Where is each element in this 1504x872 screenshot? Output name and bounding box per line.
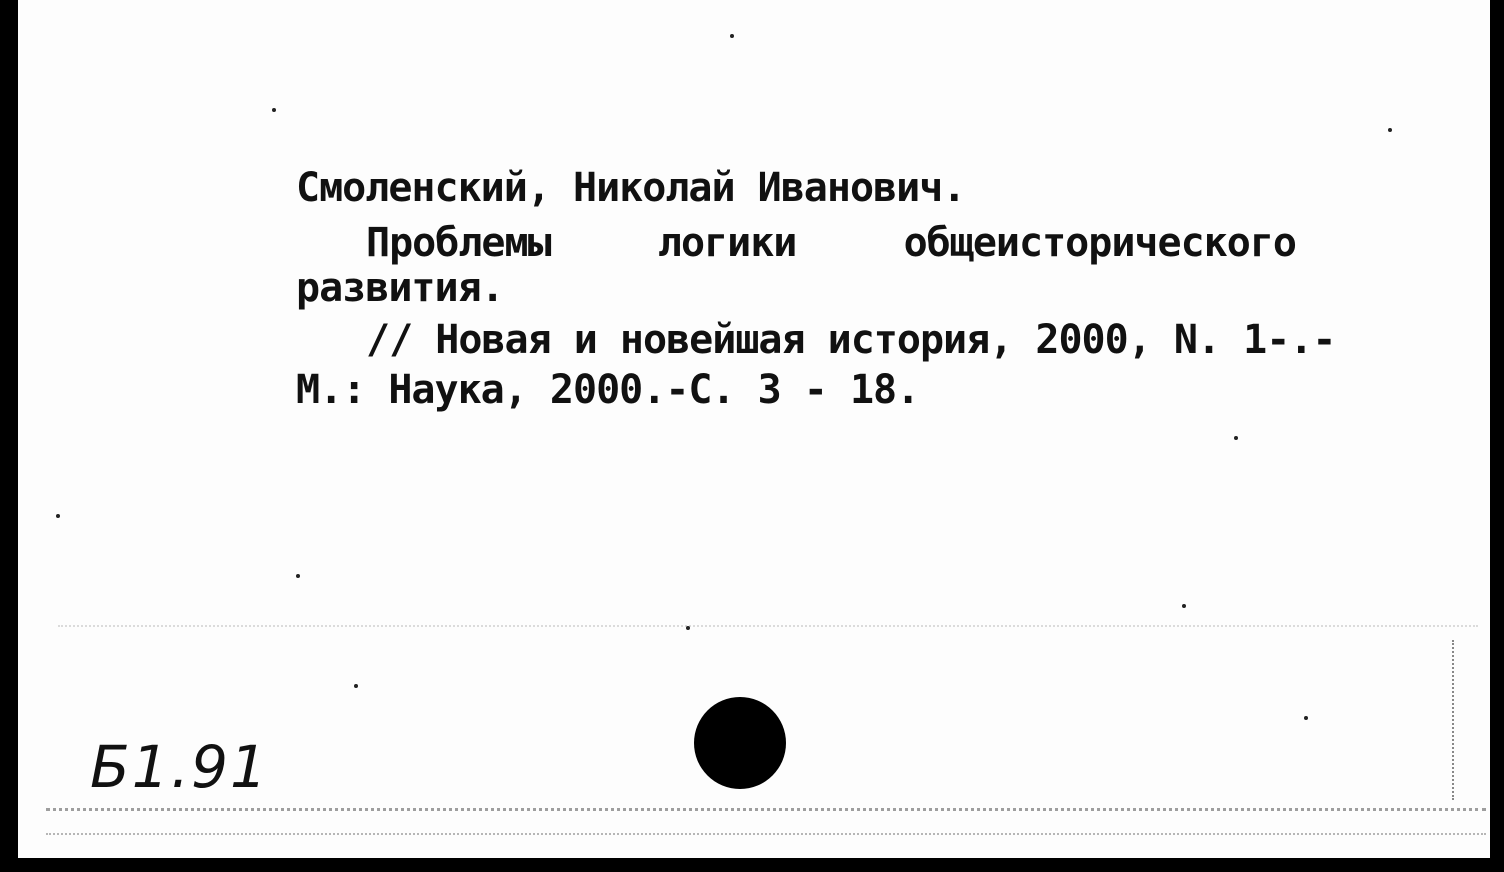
scan-speck bbox=[1304, 716, 1308, 720]
title-word: Проблемы bbox=[366, 220, 551, 266]
shelfmark-handwritten: Б1.91 bbox=[90, 733, 269, 801]
scan-speck bbox=[686, 626, 690, 630]
title-word: общеисторического bbox=[903, 220, 1296, 266]
scan-speck bbox=[56, 514, 60, 518]
title-word: логики bbox=[657, 220, 797, 266]
scan-speck bbox=[1234, 436, 1238, 440]
scan-speck bbox=[1182, 604, 1186, 608]
scan-noise bbox=[1452, 640, 1457, 800]
catalog-card bbox=[18, 0, 1490, 858]
top-edge-residue bbox=[156, 0, 416, 6]
source-line-1: // Новая и новейшая история, 2000, N. 1-.- bbox=[366, 317, 1336, 363]
punch-hole bbox=[694, 697, 786, 789]
scan-speck bbox=[272, 108, 276, 112]
scan-speck bbox=[296, 574, 300, 578]
author-heading: Смоленский, Николай Иванович. bbox=[296, 165, 966, 211]
scan-noise bbox=[58, 625, 1478, 629]
title-line-2: развития. bbox=[296, 265, 504, 311]
scan-speck bbox=[354, 684, 358, 688]
source-line-2: М.: Наука, 2000.-С. 3 - 18. bbox=[296, 367, 920, 413]
scan-speck bbox=[1388, 128, 1392, 132]
scan-speck bbox=[730, 34, 734, 38]
title-line-1 bbox=[296, 220, 1296, 267]
scan-noise bbox=[46, 808, 1486, 835]
